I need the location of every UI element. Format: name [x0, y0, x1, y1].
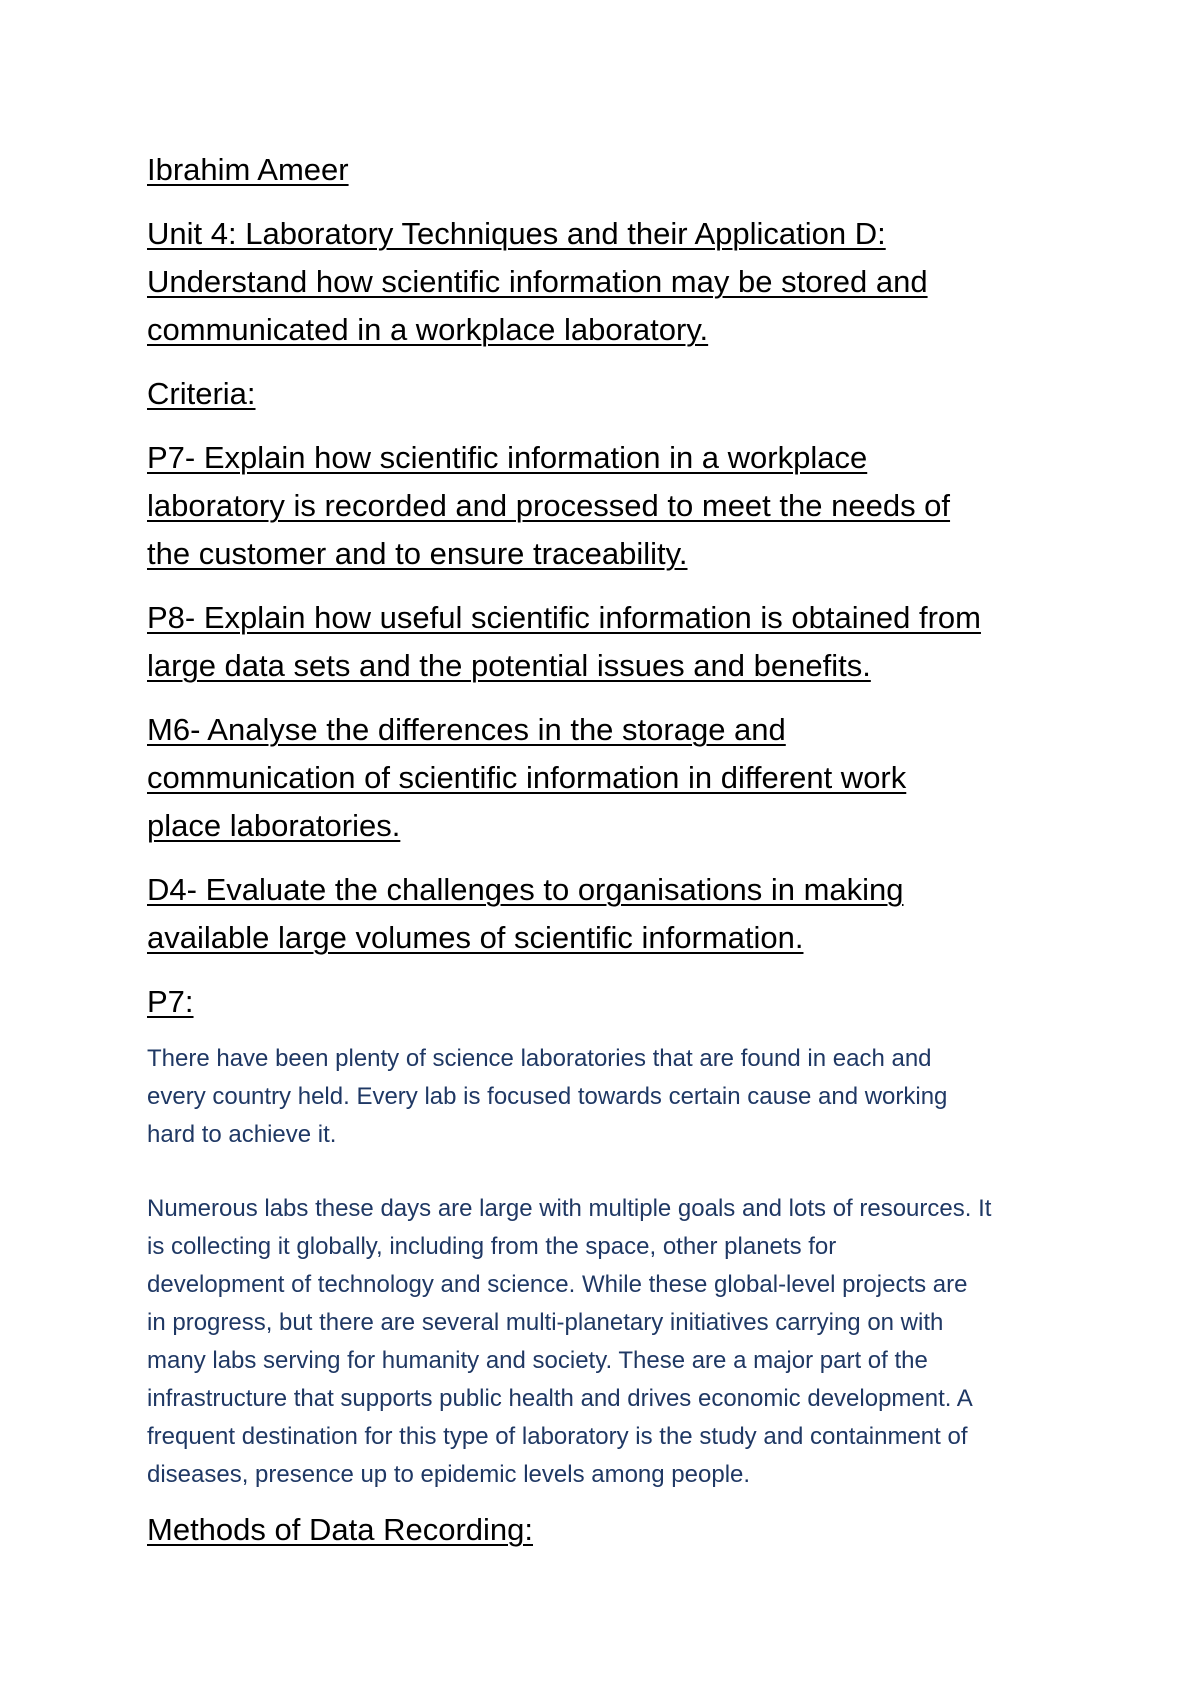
- criterion-line: P7- Explain how scientific information in a workplace: [147, 440, 868, 475]
- paragraph-line: every country held. Every lab is focused towards certain cause and working: [147, 1083, 948, 1110]
- criterion-line: D4- Evaluate the challenges to organisations in making: [147, 872, 904, 907]
- unit-title-line: Unit 4: Laboratory Techniques and their Application D:: [147, 216, 886, 251]
- criterion-m6: [147, 706, 1067, 850]
- paragraph-line: is collecting it globally, including from the space, other planets for: [147, 1233, 837, 1260]
- criterion-p7: [147, 434, 1067, 578]
- criterion-line: M6- Analyse the differences in the storage and: [147, 712, 786, 747]
- criterion-d4: [147, 866, 1067, 962]
- document-page: [147, 146, 1067, 1570]
- paragraph-spacer: [147, 1154, 1067, 1190]
- criterion-line: large data sets and the potential issues and benefits.: [147, 648, 871, 683]
- section-p7-heading: P7:: [147, 984, 194, 1019]
- paragraph-labs: [147, 1190, 1067, 1494]
- author-name: Ibrahim Ameer: [147, 152, 349, 187]
- paragraph-line: frequent destination for this type of laboratory is the study and containment of: [147, 1423, 968, 1450]
- unit-title-line: communicated in a workplace laboratory.: [147, 312, 709, 347]
- paragraph-line: in progress, but there are several multi-planetary initiatives carrying on with: [147, 1309, 944, 1336]
- unit-title-line: Understand how scientific information may be stored and: [147, 264, 928, 299]
- paragraph-line: hard to achieve it.: [147, 1121, 337, 1148]
- criterion-line: laboratory is recorded and processed to meet the needs of: [147, 488, 951, 523]
- criteria-label: Criteria:: [147, 376, 256, 411]
- paragraph-line: many labs serving for humanity and society. These are a major part of the: [147, 1347, 928, 1374]
- paragraph-intro: [147, 1040, 1067, 1154]
- criterion-line: place laboratories.: [147, 808, 401, 843]
- criterion-p8: [147, 594, 1067, 690]
- paragraph-line: Numerous labs these days are large with multiple goals and lots of resources. It: [147, 1195, 992, 1222]
- paragraph-line: There have been plenty of science laboratories that are found in each and: [147, 1045, 932, 1072]
- criterion-line: the customer and to ensure traceability.: [147, 536, 688, 571]
- paragraph-line: infrastructure that supports public health and drives economic development. A: [147, 1385, 973, 1412]
- paragraph-line: development of technology and science. While these global-level projects are: [147, 1271, 968, 1298]
- criterion-line: P8- Explain how useful scientific information is obtained from: [147, 600, 981, 635]
- criterion-line: communication of scientific information in different work: [147, 760, 907, 795]
- paragraph-line: diseases, presence up to epidemic levels among people.: [147, 1461, 751, 1488]
- methods-heading: Methods of Data Recording:: [147, 1512, 533, 1547]
- criterion-line: available large volumes of scientific information.: [147, 920, 804, 955]
- unit-title: [147, 210, 1067, 354]
